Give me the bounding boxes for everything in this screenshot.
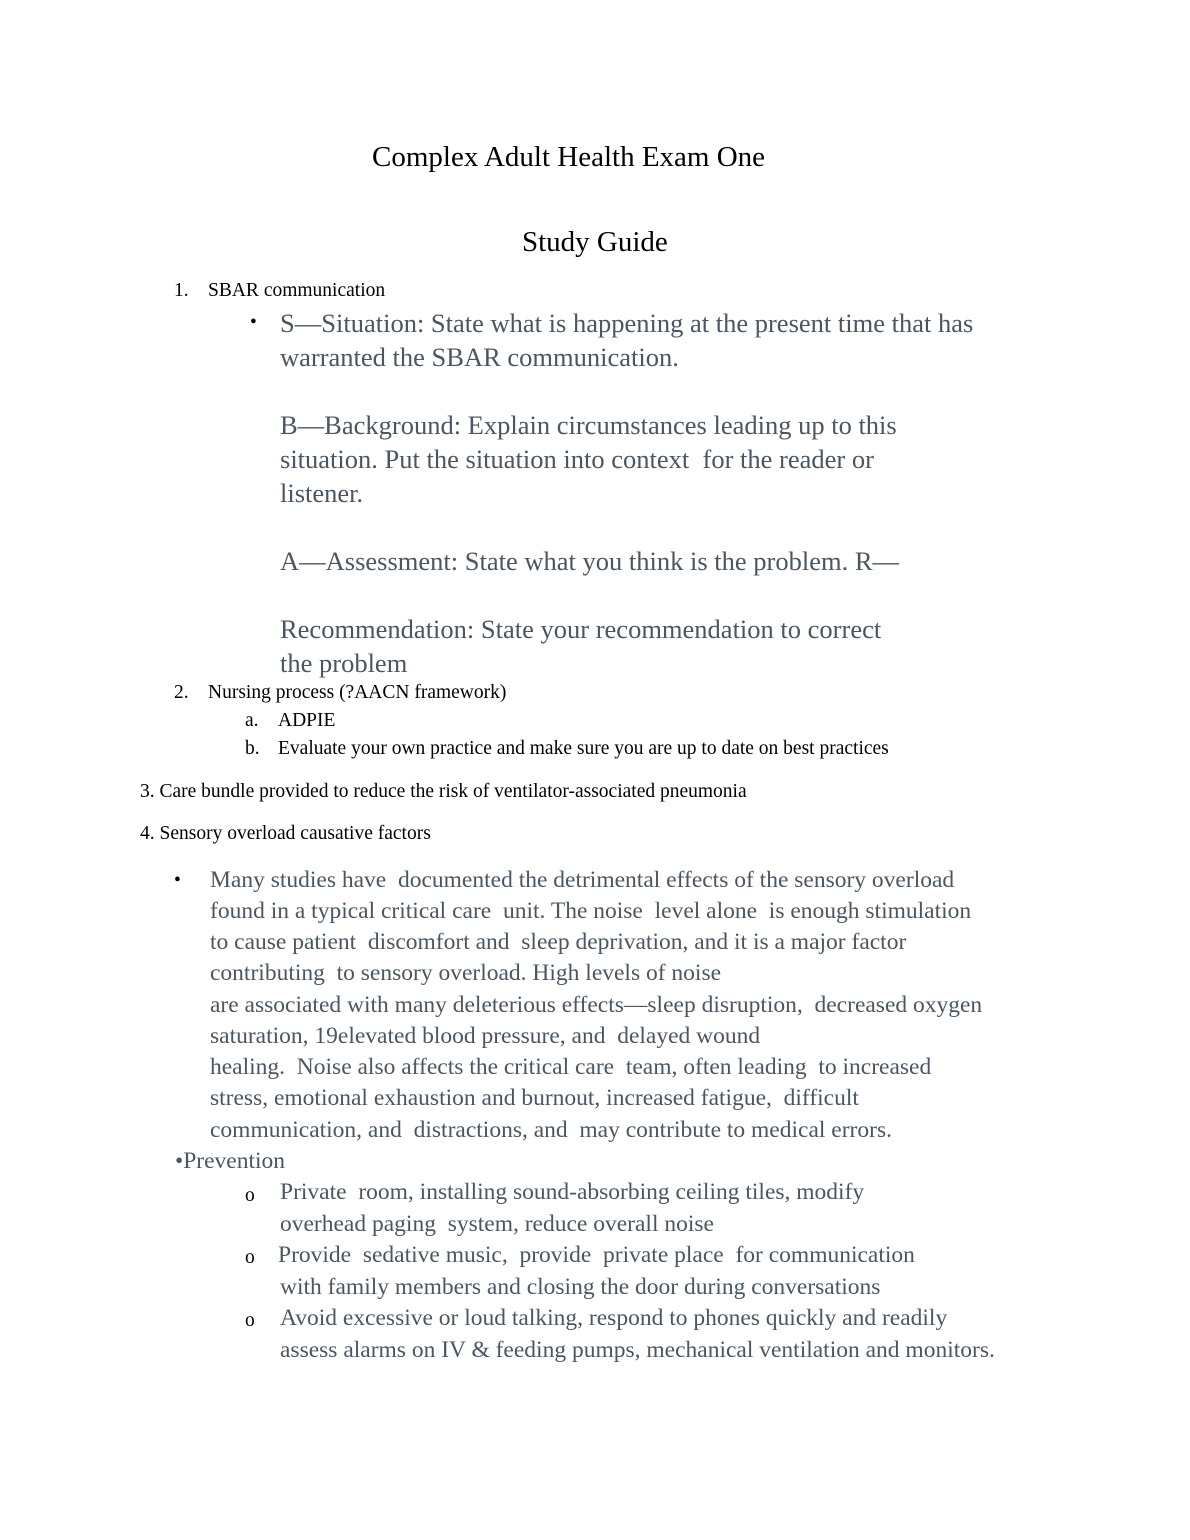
sub-marker: b.	[245, 738, 260, 759]
prevention-line: assess alarms on IV & feeding pumps, mechanical ventilation and monitors.	[280, 1337, 995, 1363]
section-heading: Nursing process (?AACN framework)	[208, 682, 507, 703]
sbar-line: Recommendation: State your recommendation to correct	[280, 614, 882, 644]
prevention-line: Private room, installing sound-absorbing ceiling tiles, modify	[280, 1179, 865, 1205]
sbar-line: the problem	[280, 648, 408, 678]
sbar-line: situation. Put the situation into context for the reader or	[280, 444, 874, 474]
bullet: •	[250, 312, 257, 333]
paragraph-line: to cause patient discomfort and sleep deprivation, and it is a major factor	[210, 929, 907, 955]
paragraph-line: healing. Noise also affects the critical care team, often leading to increased	[210, 1054, 932, 1080]
sbar-line: listener.	[280, 478, 364, 508]
paragraph-line: contributing to sensory overload. High levels of noise	[210, 960, 722, 986]
document-title: Complex Adult Health Exam One	[372, 141, 766, 173]
sbar-line: A—Assessment: State what you think is the problem. R—	[280, 546, 900, 576]
bullet: •	[174, 870, 181, 891]
document-subtitle: Study Guide	[522, 226, 668, 258]
list-number: 2.	[174, 682, 189, 703]
paragraph-line: found in a typical critical care unit. The noise level alone is enough stimulation	[210, 898, 972, 924]
sub-marker: o	[245, 1247, 255, 1268]
prevention-line: overhead paging system, reduce overall noise	[280, 1211, 714, 1237]
paragraph-line: are associated with many deleterious effects—sleep disruption, decreased oxygen	[210, 992, 983, 1018]
list-number: 1.	[174, 280, 189, 301]
sub-item: Evaluate your own practice and make sure you are up to date on best practices	[278, 738, 889, 759]
prevention-line: with family members and closing the door during conversations	[280, 1274, 881, 1300]
sub-marker: o	[245, 1310, 255, 1331]
prevention-heading: •Prevention	[175, 1148, 286, 1174]
paragraph-line: communication, and distractions, and may contribute to medical errors.	[210, 1117, 892, 1143]
sub-marker: a.	[245, 710, 259, 731]
prevention-line: Provide sedative music, provide private place for communication	[278, 1242, 915, 1268]
sub-marker: o	[245, 1185, 255, 1206]
prevention-line: Avoid excessive or loud talking, respond to phones quickly and readily	[280, 1305, 948, 1331]
paragraph-line: Many studies have documented the detrimental effects of the sensory overload	[210, 867, 955, 893]
sbar-line: B—Background: Explain circumstances leading up to this	[280, 410, 897, 440]
section-heading: 3. Care bundle provided to reduce the risk of ventilator-associated pneumonia	[140, 781, 747, 802]
section-heading: 4. Sensory overload causative factors	[140, 823, 431, 844]
sub-item: ADPIE	[278, 710, 336, 731]
paragraph-line: saturation, 19elevated blood pressure, and delayed wound	[210, 1023, 761, 1049]
sbar-line: S—Situation: State what is happening at the present time that has	[280, 308, 974, 338]
paragraph-line: stress, emotional exhaustion and burnout, increased fatigue, difficult	[210, 1085, 859, 1111]
sbar-line: warranted the SBAR communication.	[280, 342, 679, 372]
section-heading: SBAR communication	[208, 280, 386, 301]
